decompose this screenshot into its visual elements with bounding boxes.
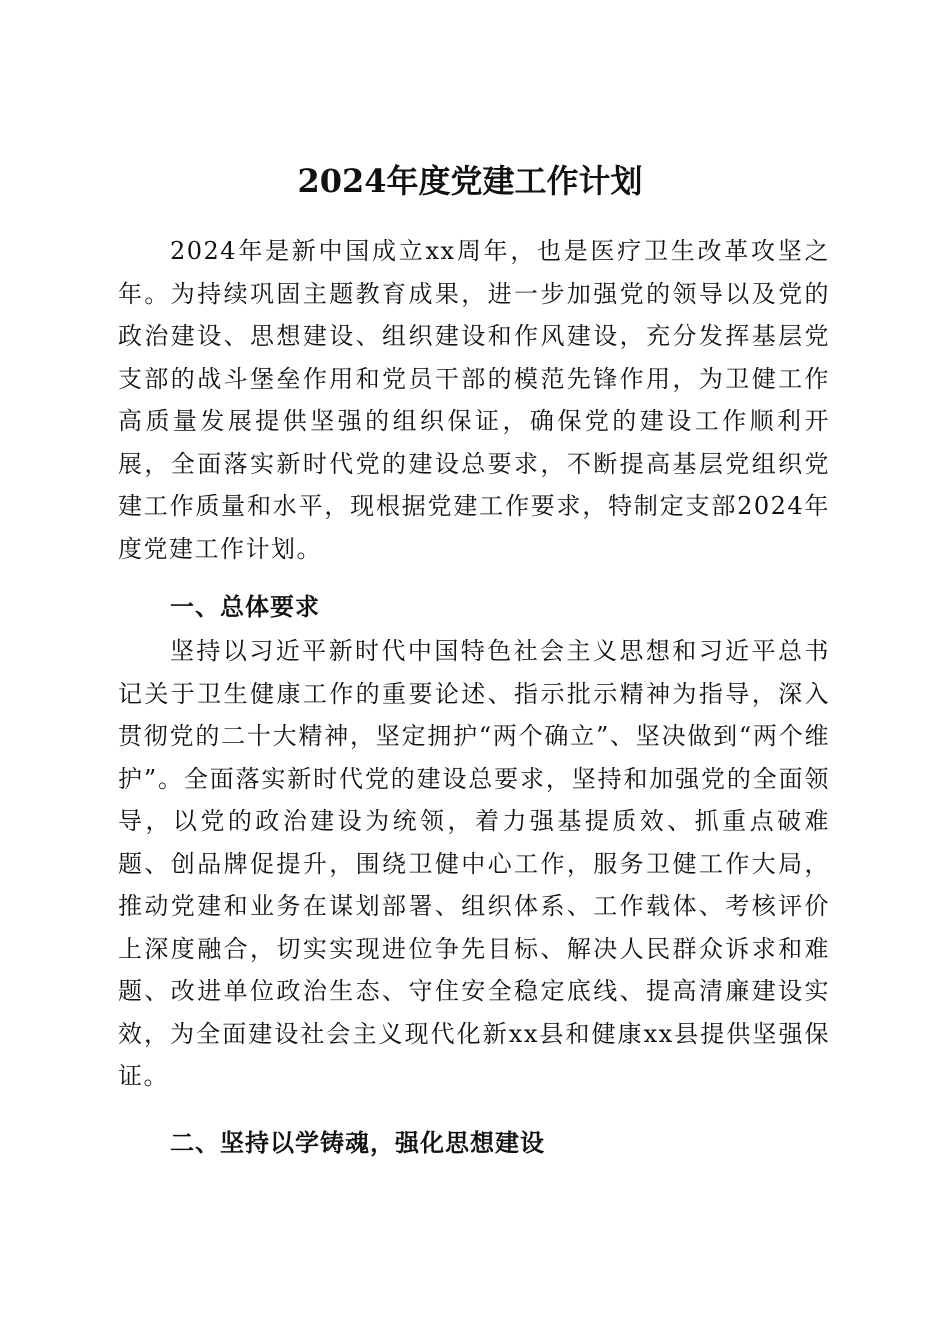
section-heading-ideological-building: 二、坚持以学铸魂，强化思想建设 — [170, 1129, 545, 1157]
overall-requirements-paragraph: 坚持以习近平新时代中国特色社会主义思想和习近平总书记关于卫生健康工作的重要论述、指示批示精神为指导，深入贯彻党的二十大精神，坚定拥护“两个确立”、坚决做到“两个维护”。全面落实新时代党的建设总要求，坚持和加强党的全面领导，以党的政治建设为统领，着力强基提质效、抓重点破难题、创品牌促提升，围绕卫健中心工作，服务卫健工作大局，推动党建和业务在谋划部署、组织体系、工作载体、考核评价上深度融合，切实实现进位争先目标、解决人民群众诉求和难题、改进单位政治生态、守住安全稳定底线、提高清廉建设实效，为全面建设社会主义现代化新xx县和健康xx县提供坚强保证。 — [118, 637, 830, 1090]
section-heading-overall-requirements: 一、总体要求 — [170, 593, 320, 621]
document-title: 2024年度党建工作计划 — [297, 162, 643, 201]
intro-paragraph: 2024年是新中国成立xx周年，也是医疗卫生改革攻坚之年。为持续巩固主题教育成果，进一步加强党的领导以及党的政治建设、思想建设、组织建设和作风建设，充分发挥基层党支部的战斗堡垒作用和党员干部的模范先锋作用，为卫健工作高质量发展提供坚强的组织保证，确保党的建设工作顺利开展，全面落实新时代党的建设总要求，不断提高基层党组织党建工作质量和水平，现根据党建工作要求，特制定支部2024年度党建工作计划。 — [118, 237, 830, 563]
